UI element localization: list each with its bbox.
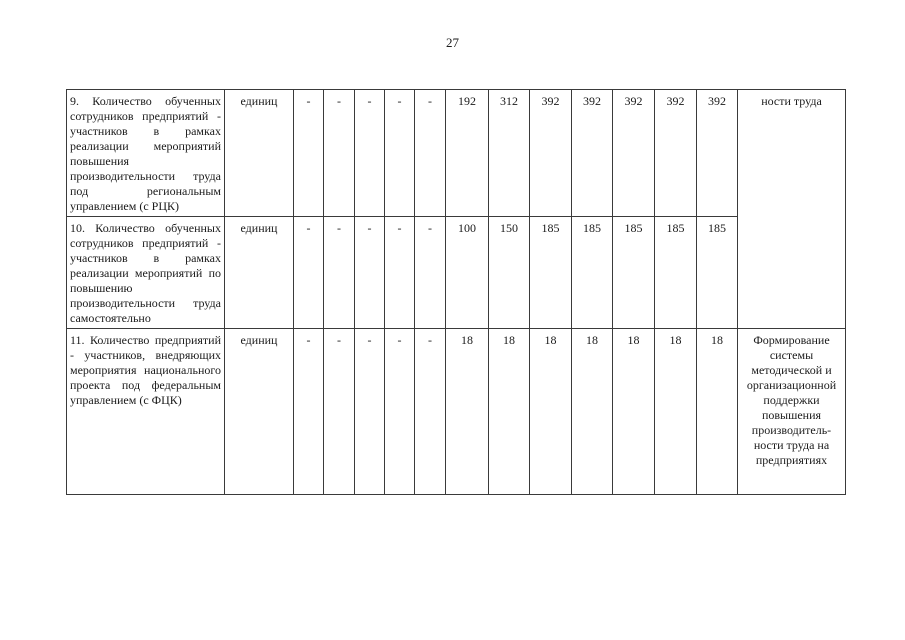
indicator-cell [67,217,225,329]
indicators-table [66,89,846,495]
dash-cell: - [385,90,415,217]
value-cell: 18 [697,329,738,495]
value-cell: 185 [697,217,738,329]
dash-cell: - [415,217,446,329]
indicator-cell [67,329,225,495]
value-cell: 100 [446,217,489,329]
dash-cell: - [385,329,415,495]
value-cell: 185 [655,217,697,329]
value-cell: 392 [655,90,697,217]
value-cell: 392 [697,90,738,217]
indicator-cell [67,90,225,217]
value-cell: 18 [655,329,697,495]
value-cell: 185 [530,217,572,329]
page-number: 27 [446,35,459,50]
note-cell: ности труда [738,90,846,329]
dash-cell: - [324,217,355,329]
dash-cell: - [355,329,385,495]
dash-cell: - [294,217,324,329]
value-cell: 150 [489,217,530,329]
dash-cell: - [415,90,446,217]
table-row [67,329,846,495]
indicator-text: 10. Количество обученных сотрудников предприятий - участников в рамках реализации мероприятий по повышению производительности труда самостоятельно [70,221,221,325]
dash-cell: - [324,90,355,217]
value-cell: 392 [530,90,572,217]
note-cell: Формирование системы методической и организационной поддержки повышения производитель-ности труда на предприятиях [738,329,846,495]
value-cell: 185 [572,217,613,329]
value-cell: 192 [446,90,489,217]
value-cell: 392 [572,90,613,217]
value-cell: 18 [572,329,613,495]
table-row [67,217,846,329]
value-cell: 18 [489,329,530,495]
value-cell: 312 [489,90,530,217]
dash-cell: - [355,217,385,329]
value-cell: 392 [613,90,655,217]
unit-cell: единиц [225,217,294,329]
dash-cell: - [324,329,355,495]
unit-cell: единиц [225,90,294,217]
indicator-text: 11. Количество предприятий - участников, внедряющих мероприятия национального проекта под федеральным управлением (с ФЦК) [70,333,221,407]
unit-cell: единиц [225,329,294,495]
dash-cell: - [385,217,415,329]
value-cell: 18 [530,329,572,495]
value-cell: 18 [446,329,489,495]
dash-cell: - [294,329,324,495]
table-row [67,90,846,217]
dash-cell: - [294,90,324,217]
value-cell: 18 [613,329,655,495]
indicator-text: 9. Количество обученных сотрудников предприятий - участников в рамках реализации мероприятий повышения производительности труда под региональным управлением (с РЦК) [70,94,221,213]
dash-cell: - [355,90,385,217]
dash-cell: - [415,329,446,495]
value-cell: 185 [613,217,655,329]
